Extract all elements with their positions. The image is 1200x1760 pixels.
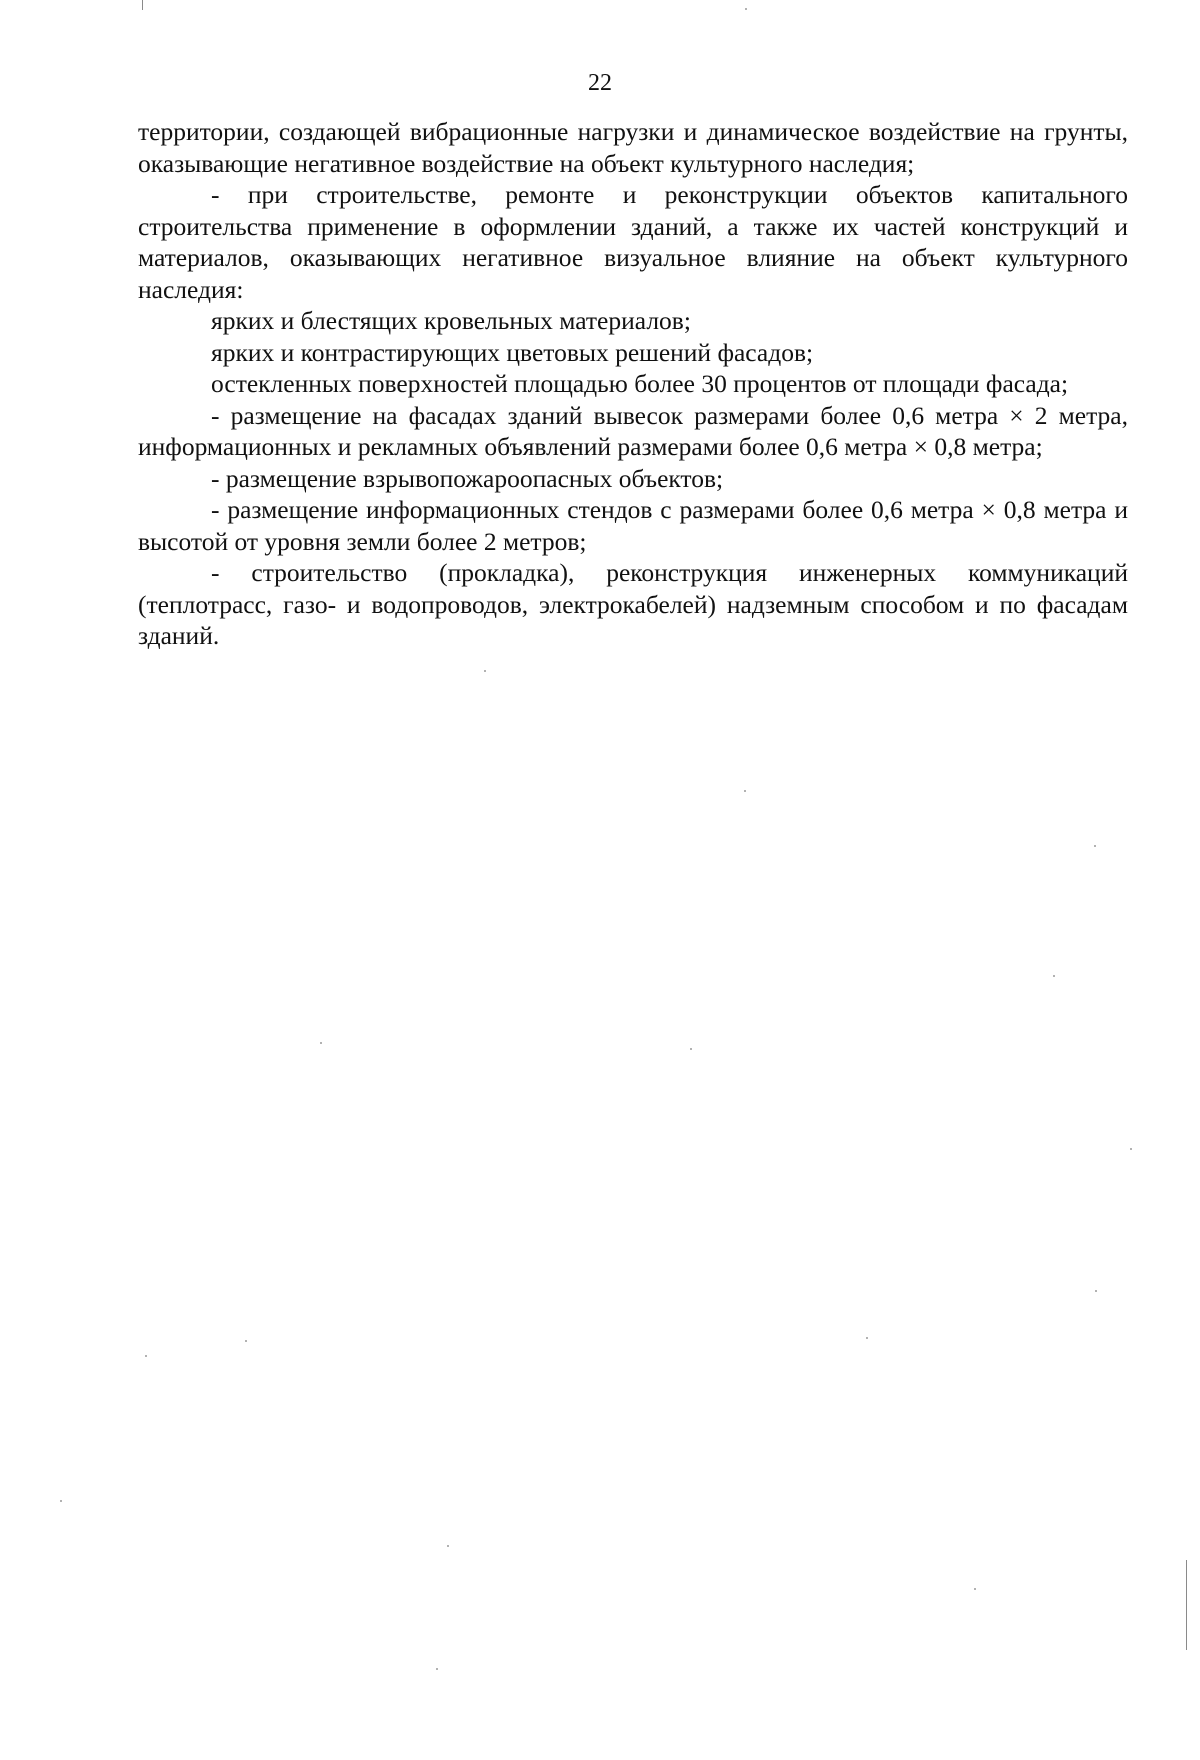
scan-artifact-line (1186, 1560, 1187, 1650)
scan-artifact-dot (145, 1355, 147, 1357)
paragraph-construction-restrictions: - при строительстве, ремонте и реконструкции объектов капитального строительства применение в оформлении зданий, а также их частей конструкций и материалов, оказывающих негативное визуальное влияние на объект культурного наследия: (138, 180, 1128, 304)
scan-artifact-dot (690, 1048, 692, 1050)
scan-artifact-dot (1053, 975, 1055, 977)
scan-artifact-dot (436, 1668, 438, 1670)
scan-artifact-dot (484, 670, 486, 672)
scan-artifact-dot (60, 1500, 62, 1502)
paragraph-continuation: территории, создающей вибрационные нагрузки и динамическое воздействие на грунты, оказывающие негативное воздействие на объект культурного наследия; (138, 117, 1128, 178)
paragraph-signage: - размещение на фасадах зданий вывесок размерами более 0,6 метра × 2 метра, информационных и рекламных объявлений размерами более 0,6 метра × 0,8 метра; (138, 400, 1128, 461)
scan-artifact-dot (1130, 1148, 1132, 1150)
scan-artifact-dot (1094, 845, 1096, 847)
paragraph-explosive-objects: - размещение взрывопожароопасных объектов; (211, 463, 724, 493)
scan-artifact-dot (320, 1042, 322, 1044)
scan-artifact-dot (866, 1337, 868, 1339)
scan-artifact-dot (744, 790, 746, 792)
scan-artifact-dot (1095, 1290, 1097, 1292)
list-item-facade-colors: ярких и контрастирующих цветовых решений фасадов; (211, 337, 814, 367)
page-number: 22 (588, 70, 612, 96)
paragraph-utilities: - строительство (прокладка), реконструкция инженерных коммуникаций (теплотрасс, газо- и водопроводов, электрокабелей) надземным способом и по фасадам зданий. (138, 558, 1128, 650)
paragraph-info-stands: - размещение информационных стендов с размерами более 0,6 метра × 0,8 метра и высотой от уровня земли более 2 метров; (138, 495, 1128, 556)
scan-artifact-dot (447, 1545, 449, 1547)
scan-artifact-dot (245, 1340, 247, 1342)
scan-artifact-line (142, 0, 143, 10)
scan-artifact-dot (745, 8, 747, 10)
scan-artifact-dot (974, 1588, 976, 1590)
document-body (138, 116, 1128, 652)
list-item-roofing-materials: ярких и блестящих кровельных материалов; (211, 306, 691, 335)
list-item-glazed-surfaces: остекленных поверхностей площадью более 30 процентов от площади фасада; (211, 369, 1069, 398)
